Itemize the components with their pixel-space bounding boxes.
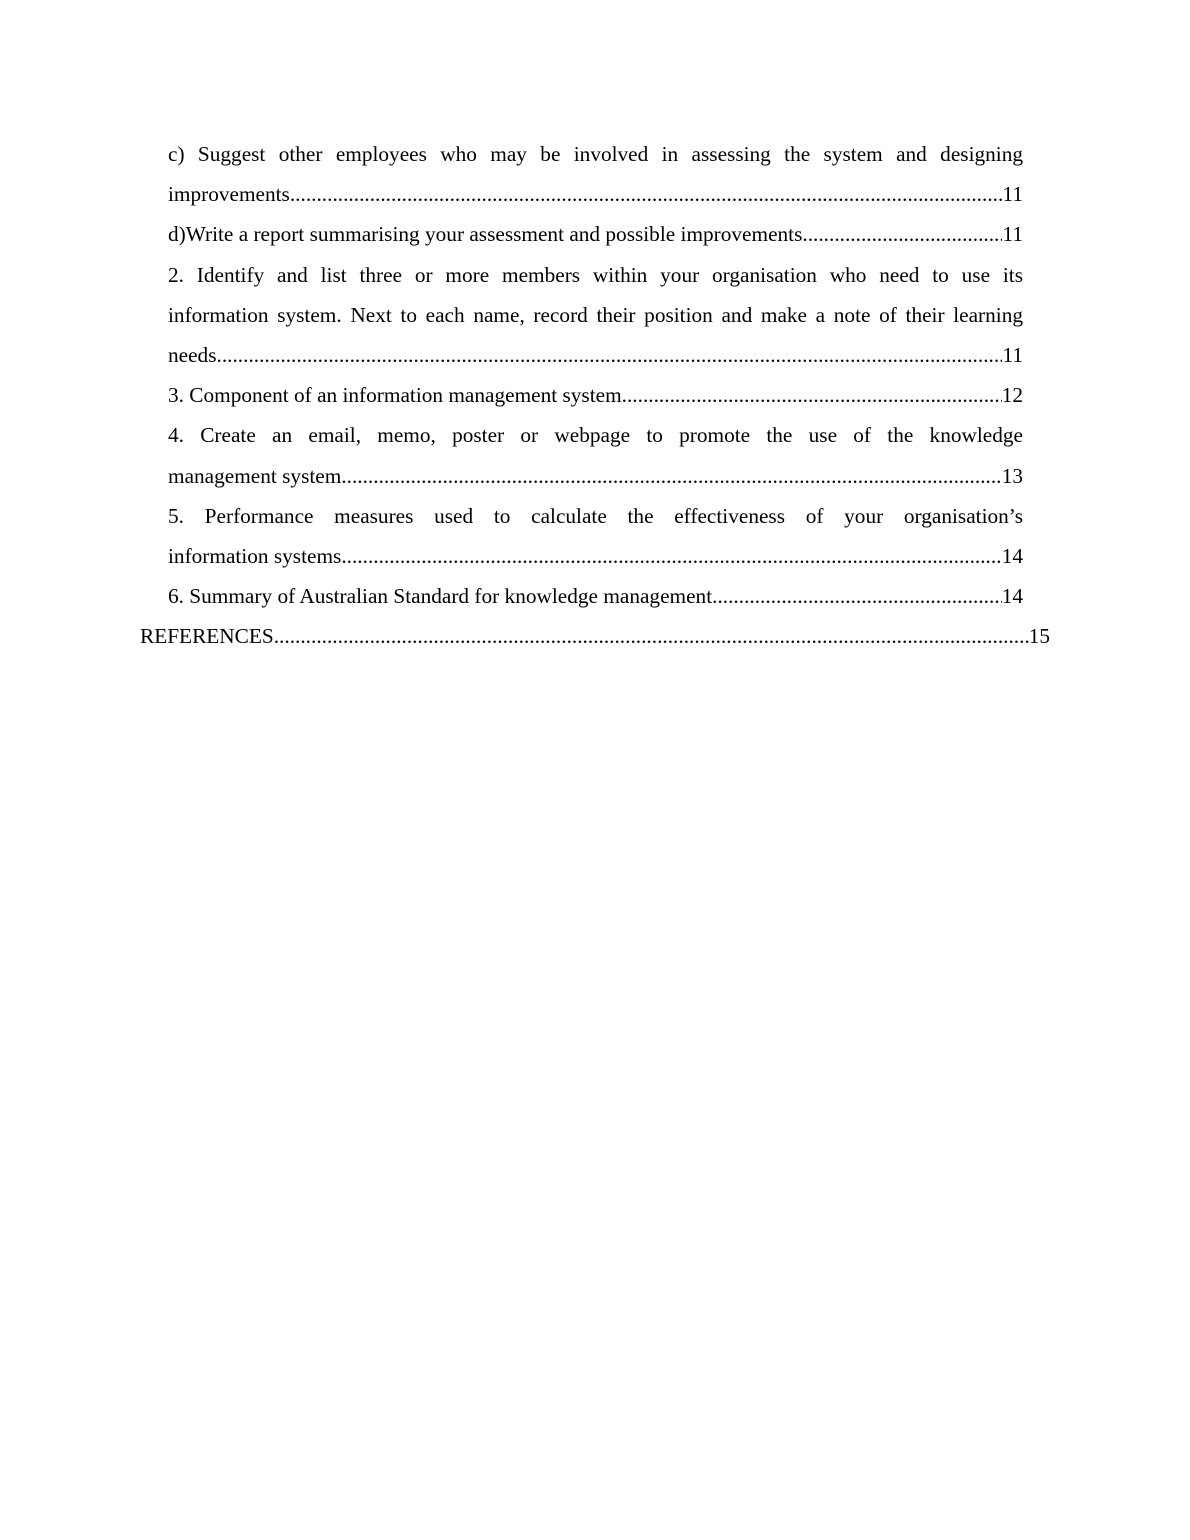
dot-leader [717, 576, 1001, 616]
dot-leader [295, 174, 1002, 214]
dot-leader [622, 375, 1002, 415]
toc-entry-title: management system [168, 463, 342, 488]
toc-entry-leader-line [168, 214, 1050, 254]
toc-entry[interactable] [140, 415, 1050, 495]
dot-leader [222, 335, 1003, 375]
toc-page-number: 11 [1002, 222, 1023, 247]
toc-entry-title: 3. Component of an information management system [168, 383, 622, 408]
toc-entry-leader-line [168, 375, 1050, 415]
toc-page-number: 12 [1001, 383, 1023, 408]
toc-entry-line: 4. Create an email, memo, poster or webpage to promote the use of the knowledge [168, 423, 1023, 448]
toc-entry[interactable] [140, 496, 1050, 576]
dot-leader [341, 536, 1001, 576]
toc-page-number: 14 [1001, 544, 1023, 569]
toc-page-number: 11 [1002, 343, 1023, 368]
toc-entry[interactable] [140, 214, 1050, 254]
toc-entry-line: 5. Performance measures used to calculate the effectiveness of your organisation’s [168, 503, 1023, 528]
dot-leader [341, 456, 1001, 496]
toc-entry-title: 6. Summary of Australian Standard for knowledge management. [168, 584, 718, 609]
toc-entry-title: needs. [168, 343, 222, 368]
toc-page-number: 11 [1002, 182, 1023, 207]
toc-entry-line: 2. Identify and list three or more members within your organisation who need to use its [168, 262, 1023, 287]
toc-entry-line: c) Suggest other employees who may be involved in assessing the system and designing [168, 142, 1023, 166]
toc-page-number: 14 [1001, 584, 1023, 609]
toc-entry-title: information systems [168, 544, 342, 569]
toc-entry-leader-line [168, 335, 1050, 375]
toc-page-number: 13 [1001, 463, 1023, 488]
toc-entry-title: REFERENCES [140, 624, 274, 649]
toc-entry[interactable] [140, 134, 1050, 214]
dot-leader [802, 214, 1002, 254]
toc-page-number: 15 [1028, 624, 1050, 649]
toc-entry-line: information system. Next to each name, record their position and make a note of their learning [168, 302, 1023, 327]
toc-entry[interactable] [140, 375, 1050, 415]
toc-entry[interactable] [140, 576, 1050, 616]
toc-entry-references[interactable] [140, 616, 1050, 656]
toc-entry-title: improvements. [168, 182, 296, 207]
toc-entry-leader-line [168, 576, 1050, 616]
toc-entry-leader-line [168, 536, 1050, 576]
toc-entry-title: d)Write a report summarising your assessment and possible improvements [168, 222, 803, 247]
toc-entry-leader-line [168, 456, 1050, 496]
table-of-contents [140, 134, 1050, 657]
toc-entry-leader-line [168, 174, 1050, 214]
toc-entry[interactable] [140, 255, 1050, 376]
toc-entry-leader-line [140, 616, 1050, 656]
dot-leader [274, 616, 1029, 656]
